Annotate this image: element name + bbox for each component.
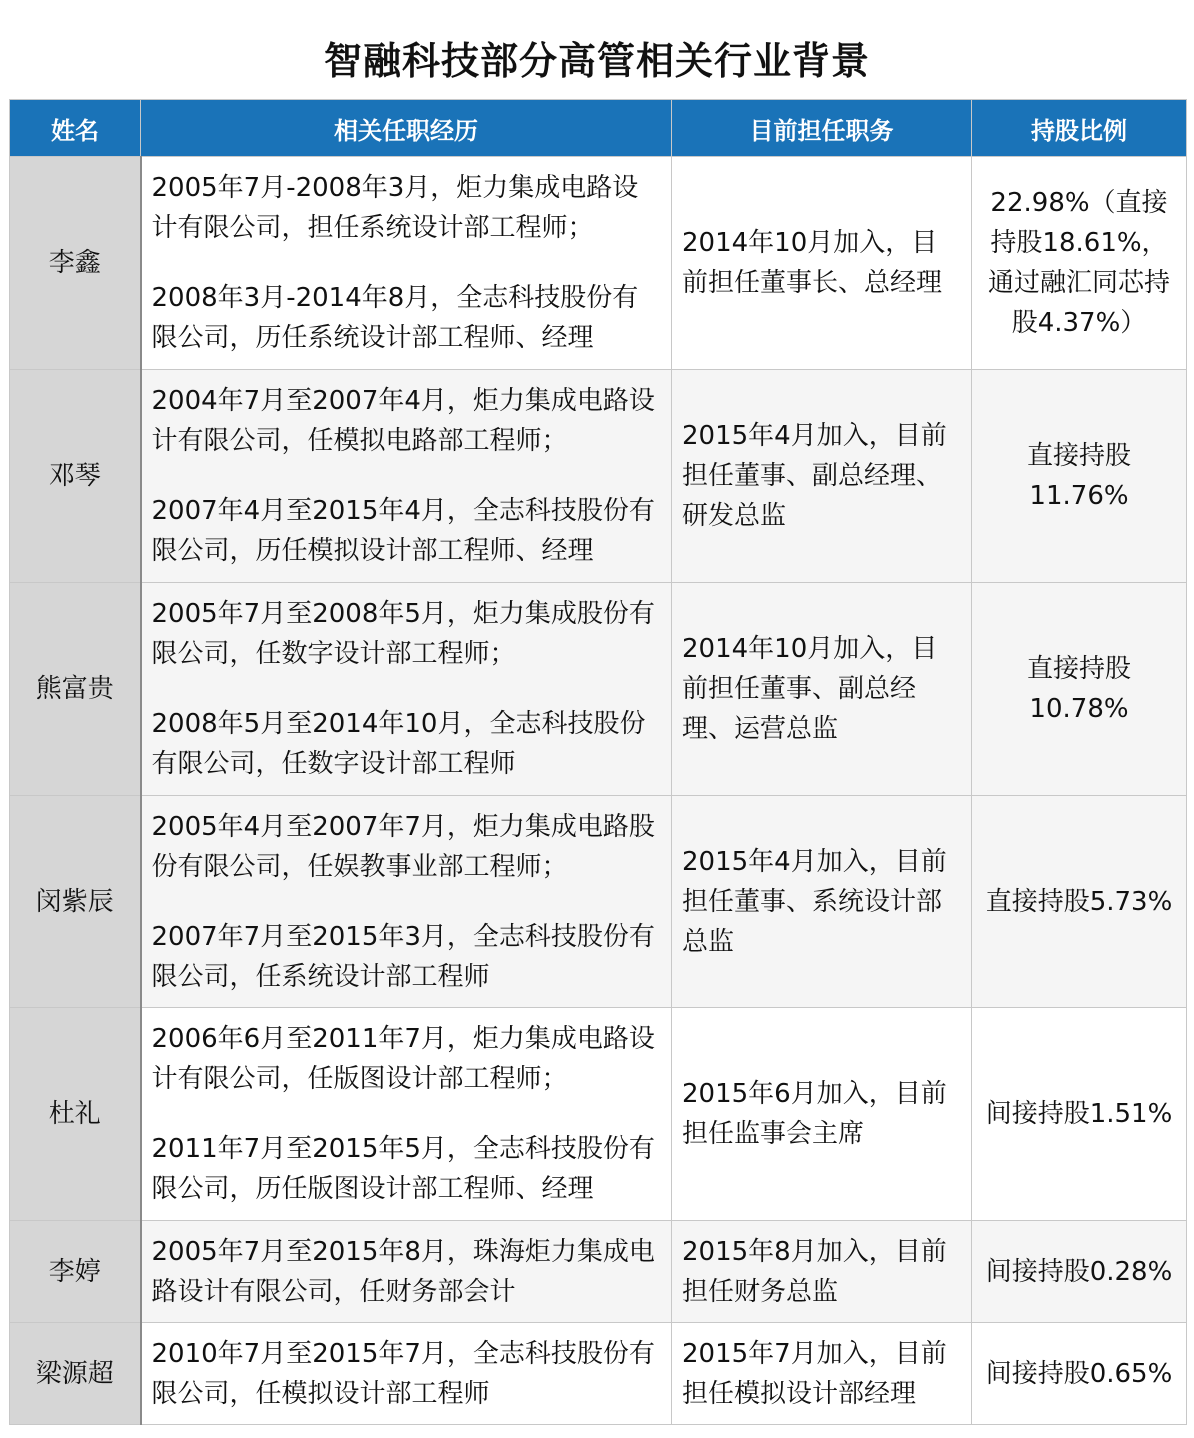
history-entry: 2004年7月至2007年4月，炬力集成电路设计有限公司，任模拟电路部工程师； xyxy=(151,386,655,456)
share-cell: 间接持股1.51% xyxy=(972,1008,1187,1221)
position-cell: 2015年4月加入，目前担任董事、副总经理、研发总监 xyxy=(672,370,972,583)
table-row xyxy=(10,157,1187,370)
history-entry: 2005年7月至2015年8月，珠海炬力集成电路设计有限公司，任财务部会计 xyxy=(151,1236,655,1307)
history-entry: 2006年6月至2011年7月，炬力集成电路设计有限公司，任版图设计部工程师； xyxy=(151,1024,655,1094)
name-cell: 杜礼 xyxy=(10,1008,141,1221)
table-row xyxy=(10,1008,1187,1221)
history-entry: 2007年4月至2015年4月，全志科技股份有限公司，历任模拟设计部工程师、经理 xyxy=(151,496,655,566)
column-header-name: 姓名 xyxy=(10,100,141,157)
history-cell xyxy=(141,370,672,583)
column-header-position: 目前担任职务 xyxy=(672,100,972,157)
position-cell: 2015年6月加入，目前担任监事会主席 xyxy=(672,1008,972,1221)
executive-background-table xyxy=(9,99,1187,1425)
share-cell: 直接持股11.76% xyxy=(972,370,1187,583)
table-row xyxy=(10,1323,1187,1425)
share-cell: 间接持股0.28% xyxy=(972,1221,1187,1323)
name-cell: 李鑫 xyxy=(10,157,141,370)
table-row xyxy=(10,1221,1187,1323)
table-row xyxy=(10,370,1187,583)
history-cell xyxy=(141,157,672,370)
history-cell xyxy=(141,1008,672,1221)
position-cell: 2014年10月加入，目前担任董事长、总经理 xyxy=(672,157,972,370)
history-entry: 2005年7月至2008年5月，炬力集成股份有限公司，任数字设计部工程师； xyxy=(151,599,655,669)
share-cell: 间接持股0.65% xyxy=(972,1323,1187,1425)
history-cell xyxy=(141,1221,672,1323)
history-entry: 2008年3月-2014年8月，全志科技股份有限公司，历任系统设计部工程师、经理 xyxy=(151,283,639,353)
history-entry: 2005年4月至2007年7月，炬力集成电路股份有限公司，任娱教事业部工程师； xyxy=(151,811,655,882)
history-entry: 2008年5月至2014年10月，全志科技股份有限公司，任数字设计部工程师 xyxy=(151,709,646,779)
table-row xyxy=(10,583,1187,796)
history-entry: 2010年7月至2015年7月，全志科技股份有限公司，任模拟设计部工程师 xyxy=(151,1338,655,1409)
table-title: 智融科技部分高管相关行业背景 xyxy=(323,39,870,83)
position-cell: 2014年10月加入，目前担任董事、副总经理、运营总监 xyxy=(672,583,972,796)
name-cell: 邓琴 xyxy=(10,370,141,583)
name-cell: 熊富贵 xyxy=(10,583,141,796)
history-cell xyxy=(141,1323,672,1425)
name-cell: 李婷 xyxy=(10,1221,141,1323)
share-cell: 直接持股5.73% xyxy=(972,796,1187,1008)
position-cell: 2015年7月加入，目前担任模拟设计部经理 xyxy=(672,1323,972,1425)
history-cell xyxy=(141,583,672,796)
position-cell: 2015年4月加入，目前担任董事、系统设计部总监 xyxy=(672,796,972,1008)
name-cell: 闵紫辰 xyxy=(10,796,141,1008)
position-cell: 2015年8月加入，目前担任财务总监 xyxy=(672,1221,972,1323)
history-entry: 2005年7月-2008年3月，炬力集成电路设计有限公司，担任系统设计部工程师； xyxy=(151,173,639,243)
share-cell: 22.98%（直接持股18.61%，通过融汇同芯持股4.37%） xyxy=(972,157,1187,370)
column-header-share: 持股比例 xyxy=(972,100,1187,157)
name-cell: 梁源超 xyxy=(10,1323,141,1425)
share-cell: 直接持股10.78% xyxy=(972,583,1187,796)
history-cell xyxy=(141,796,672,1008)
column-header-history: 相关任职经历 xyxy=(141,100,672,157)
history-entry: 2011年7月至2015年5月，全志科技股份有限公司，历任版图设计部工程师、经理 xyxy=(151,1134,655,1204)
history-entry: 2007年7月至2015年3月，全志科技股份有限公司，任系统设计部工程师 xyxy=(151,921,655,992)
table-row xyxy=(10,796,1187,1008)
header-row xyxy=(10,100,1187,157)
